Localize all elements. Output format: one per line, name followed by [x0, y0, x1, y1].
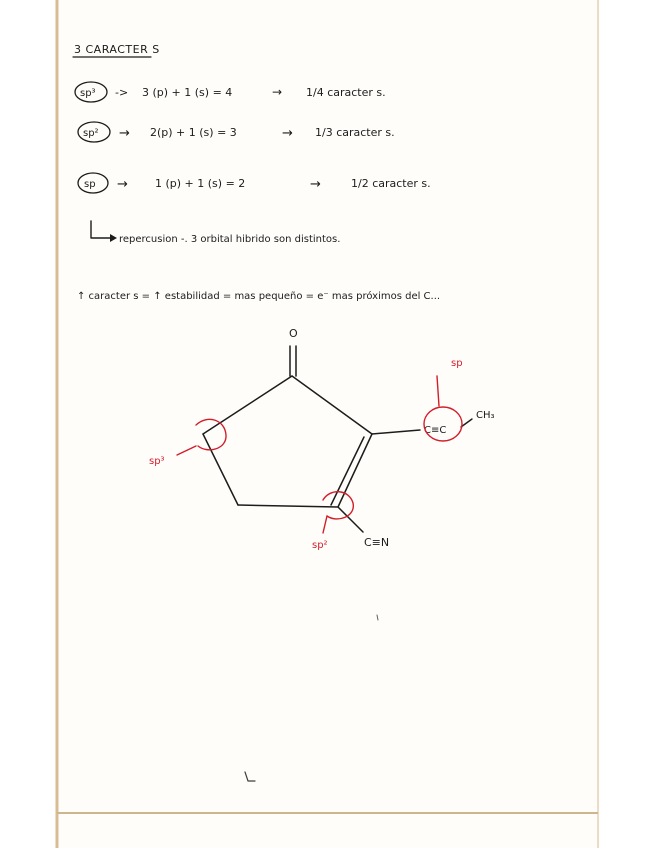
line2-formula: 2(p) + 1 (s) = 3 — [150, 126, 237, 139]
line1-result: 1/4 caracter s. — [306, 86, 386, 99]
sp3-badge-text: sp³ — [80, 88, 96, 99]
nitrile-group: C≡N — [364, 536, 390, 549]
line1-arrow: -> — [115, 86, 129, 99]
sp2-badge-text: sp² — [83, 128, 99, 139]
line3-result: 1/2 caracter s. — [351, 177, 431, 190]
methyl-group: CH₃ — [476, 410, 495, 421]
line2-arrow-2: → — [282, 126, 293, 141]
sp3-label: sp³ — [149, 456, 165, 467]
note-heading: 3 CARACTER S — [74, 43, 160, 56]
line3-formula: 1 (p) + 1 (s) = 2 — [155, 177, 246, 190]
oxygen-label: O — [289, 327, 298, 340]
line2-arrow: → — [119, 126, 130, 141]
sp-badge-text: sp — [84, 179, 96, 190]
sp2-label: sp² — [312, 540, 328, 551]
line1-arrow-2: → — [272, 85, 283, 99]
sp-label: sp — [451, 358, 463, 369]
line2-result: 1/3 caracter s. — [315, 126, 395, 139]
alkyne-group: C≡C — [424, 425, 447, 436]
line3-arrow: → — [117, 177, 128, 192]
line3-arrow-2: → — [310, 177, 321, 192]
line1-formula: 3 (p) + 1 (s) = 4 — [142, 86, 233, 99]
rule-text: ↑ caracter s = ↑ estabilidad = mas pequeño = e⁻ mas próximos del C... — [77, 291, 441, 302]
repercussion-text: repercusion -. 3 orbital hibrido son distintos. — [119, 234, 341, 245]
